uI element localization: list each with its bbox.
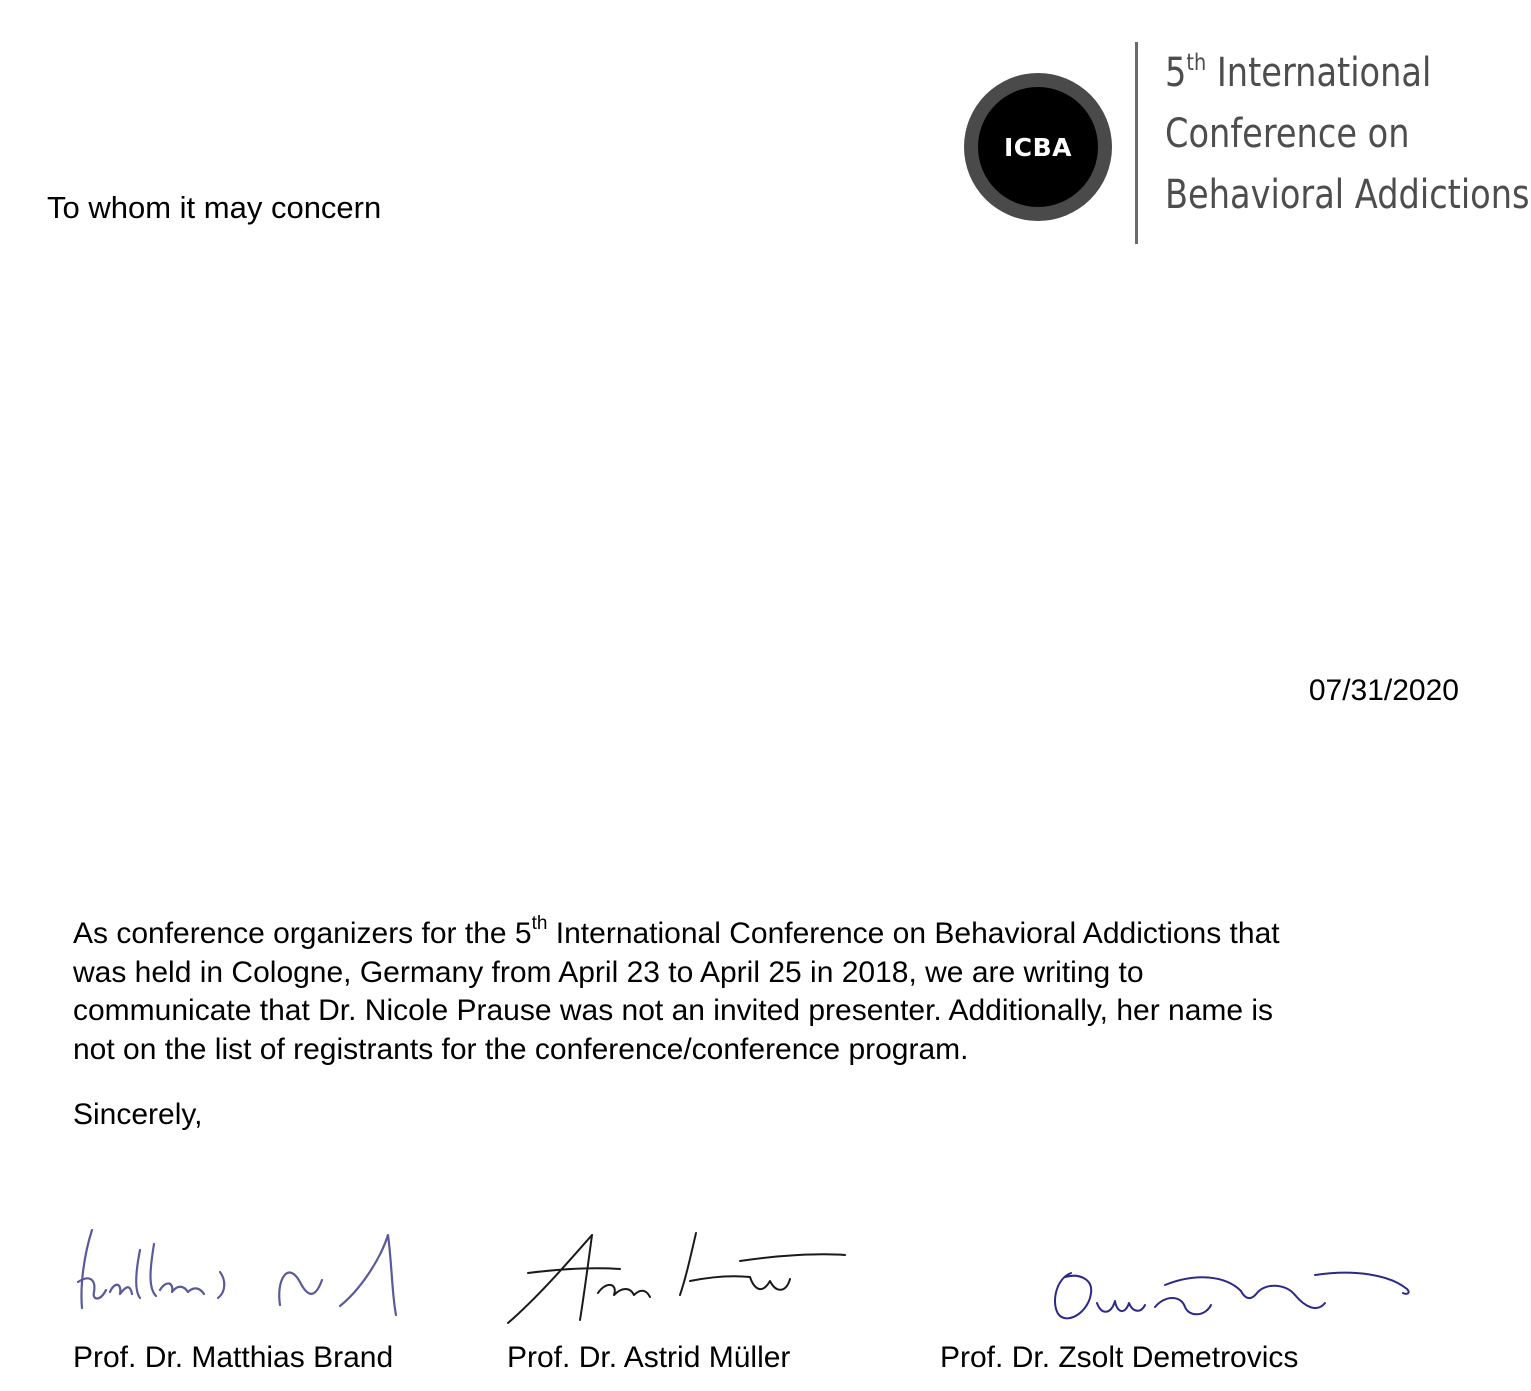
conference-ordinal-suffix: th (1186, 50, 1207, 76)
conference-title-line-1 (1165, 50, 1431, 96)
signatory-name-2: Prof. Dr. Astrid Müller (507, 1341, 791, 1374)
icba-logo (964, 73, 1112, 221)
body-line-1-start: As conference organizers for the 5 (73, 917, 532, 950)
logo-divider (1135, 42, 1138, 244)
letter-body (73, 905, 1493, 1069)
signatory-name-1: Prof. Dr. Matthias Brand (73, 1341, 394, 1374)
letter-closing: Sincerely, (73, 1098, 203, 1131)
body-line-1 (73, 905, 1493, 954)
signature-demetrovics (1045, 1255, 1415, 1335)
body-line-1-end: International Conference on Behavioral Addictions that (547, 917, 1280, 950)
body-line-3: communicate that Dr. Nicole Prause was not an invited presenter. Additionally, her name is (73, 994, 1274, 1027)
body-line-2: was held in Cologne, Germany from April 23 to April 25 in 2018, we are writing to (73, 955, 1144, 989)
signature-brand (70, 1210, 420, 1320)
conference-title-line-2: Conference on (1165, 111, 1410, 157)
conference-title-line-3: Behavioral Addictions (1165, 172, 1530, 218)
icba-logo-text: ICBA (978, 87, 1098, 207)
conference-title-international: International (1206, 50, 1432, 96)
conference-ordinal-number: 5 (1165, 50, 1187, 96)
body-line-4: not on the list of registrants for the conference/conference program. (73, 1032, 969, 1066)
signature-mueller (500, 1225, 860, 1325)
signatory-name-3: Prof. Dr. Zsolt Demetrovics (940, 1341, 1299, 1374)
body-ordinal-suffix: th (531, 913, 548, 934)
recipient-salutation: To whom it may concern (47, 190, 382, 225)
letter-date: 07/31/2020 (1308, 674, 1459, 707)
